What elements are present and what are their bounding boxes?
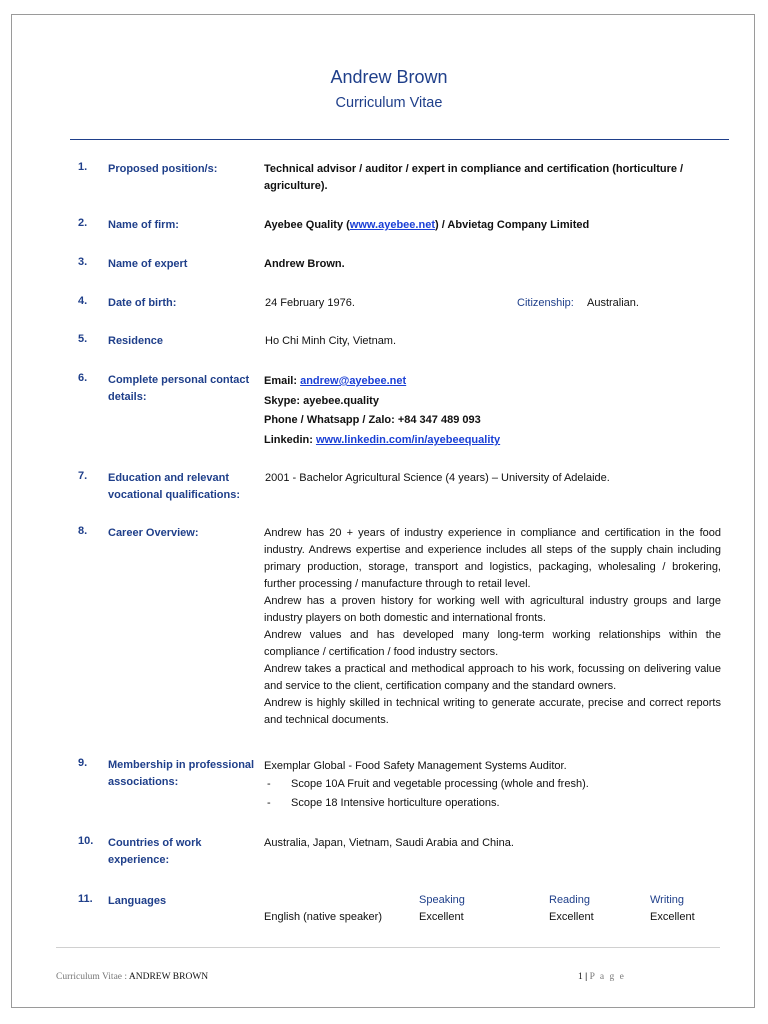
section-label: Membership in professional associations: [108,759,255,788]
email-label: Email: [264,375,298,387]
section-value: Australia, Japan, Vietnam, Saudi Arabia and China. [264,837,514,849]
linkedin-label: Linkedin: [264,434,313,447]
list-item-text: Scope 10A Fruit and vegetable processing (whole and fresh). [291,778,589,790]
section-number: 9. [78,757,88,769]
citizenship-value: Australian. [587,297,639,309]
section-value [264,217,722,234]
section-number: 2. [78,217,88,229]
list-item-text: Scope 18 Intensive horticulture operations. [291,797,500,809]
linkedin-link[interactable]: www.linkedin.com/in/ayebeequality [315,434,501,447]
section-label: Countries of work experience: [108,837,202,866]
language-level-reading: Excellent [549,911,594,923]
section-number: 5. [78,333,88,345]
career-paragraph: Andrew is highly skilled in technical writing to generate accurate, precise and correct reports and technical documents. [264,697,721,726]
section-value: 24 February 1976. [265,297,355,309]
language-name: English (native speaker) [264,911,383,923]
language-header-reading: Reading [549,894,590,906]
firm-website-link[interactable]: www.ayebee.net [349,219,435,231]
footer-divider [56,947,720,948]
firm-suffix: ) / Abvietag Company Limited [434,219,590,231]
footer-page-number [578,972,625,982]
section-label: Complete personal contact details: [108,374,250,403]
career-paragraph: Andrew values and has developed many long-term working relationships within the compliance / certification / food industry sectors. [264,629,721,658]
section-value [264,525,721,729]
language-level-speaking: Excellent [419,911,464,923]
skype-line: Skype: ayebee.quality [264,394,379,407]
career-paragraph: Andrew has 20 + years of industry experience in compliance and certification in the food industry. Andrews expertise and experience includes all steps of the supply chain including primary production, storage, transport and logistics, packaging, wholesaling / brokering, further processing / manufacture through to retail level. [264,527,721,590]
section-value [264,757,722,813]
section-number: 8. [78,525,88,537]
footer-label: Curriculum Vitae : [56,972,128,982]
cv-subtitle: Curriculum Vitae [335,95,443,111]
phone-line: Phone / Whatsapp / Zalo: +84 347 489 093 [264,414,481,427]
language-level-writing: Excellent [650,911,695,923]
list-item [264,775,722,794]
footer-name: ANDREW BROWN [128,972,209,982]
section-number: 10. [78,835,94,847]
bullet-dash: - [267,778,271,790]
email-line [264,372,722,392]
page-number: 1 [578,972,583,982]
section-label: Education and relevant vocational qualifications: [108,472,241,501]
section-label: Date of birth: [108,297,177,309]
section-label: Name of expert [108,258,188,270]
section-label: Residence [108,335,164,347]
language-header-writing: Writing [650,894,685,906]
firm-prefix: Ayebee Quality ( [264,219,350,231]
list-item [264,794,722,813]
page-separator: | [585,972,588,982]
career-paragraph: Andrew takes a practical and methodical approach to his work, focussing on delivering value and service to the client, certification company and the standard owners. [264,663,721,692]
section-value: 2001 - Bachelor Agricultural Science (4 years) – University of Adelaide. [265,472,610,484]
language-header-speaking: Speaking [419,894,465,906]
section-number: 7. [78,470,88,482]
career-paragraph: Andrew has a proven history for working well with agricultural industry groups and large industry players on both domestic and international fronts. [264,595,721,624]
section-value [264,372,722,451]
section-languages [0,893,768,933]
section-number: 1. [78,161,88,173]
section-label: Languages [108,895,167,907]
section-number: 4. [78,295,88,307]
membership-title: Exemplar Global - Food Safety Management Systems Auditor. [264,760,567,772]
section-label: Proposed position/s: [108,163,218,175]
section-label: Name of firm: [108,219,179,231]
citizenship-label: Citizenship: [517,297,574,309]
section-value: Ho Chi Minh City, Vietnam. [265,335,397,347]
bullet-dash: - [267,797,271,809]
section-number: 11. [78,893,93,905]
linkedin-line [264,431,722,451]
header-divider [70,139,729,140]
section-number: 3. [78,256,88,268]
section-label: Career Overview: [108,527,199,539]
section-value: Andrew Brown. [264,258,345,270]
footer-document-label [56,972,208,982]
page-word: P a g e [589,972,626,982]
email-link[interactable]: andrew@ayebee.net [300,375,407,387]
section-number: 6. [78,372,88,384]
section-value: Technical advisor / auditor / expert in compliance and certification (horticulture / agriculture). [264,163,684,192]
cv-name: Andrew Brown [330,67,448,87]
